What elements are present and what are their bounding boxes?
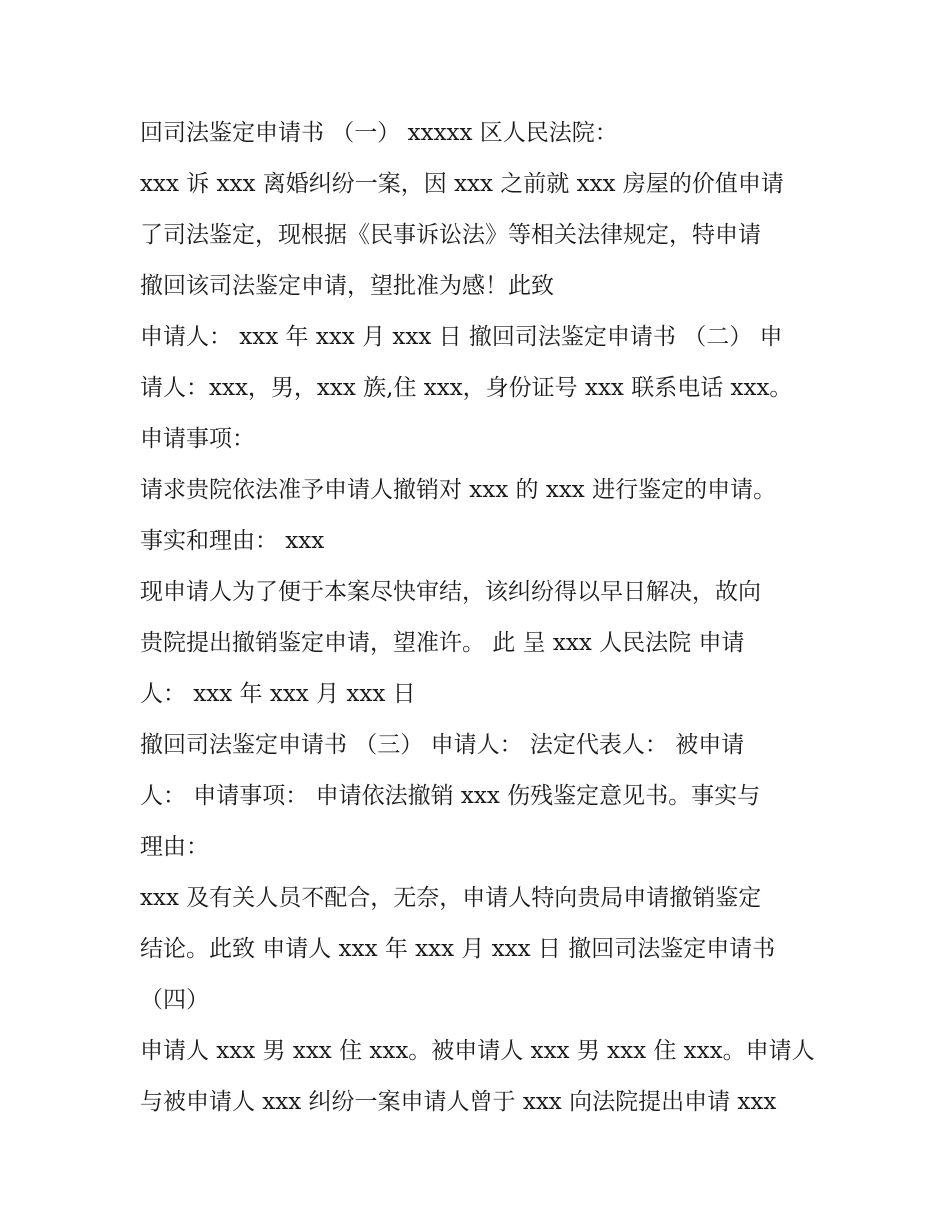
document-line: 理由：	[140, 834, 209, 860]
document-line: 申请事项：	[140, 426, 255, 452]
document-body	[140, 108, 820, 1128]
document-line: 申请人： xxx 年 xxx 月 xxx 日 撤回司法鉴定申请书 （二） 申	[140, 324, 783, 350]
document-line: 人： xxx 年 xxx 月 xxx 日	[140, 681, 416, 707]
document-line: 请人：xxx，男，xxx 族,住 xxx，身份证号 xxx 联系电话 xxx。	[140, 375, 793, 401]
document-line: 申请人 xxx 男 xxx 住 xxx。被申请人 xxx 男 xxx 住 xxx。申请人	[140, 1038, 815, 1064]
document-line: xxx 诉 xxx 离婚纠纷一案，因 xxx 之前就 xxx 房屋的价值申请	[140, 171, 784, 197]
document-line: 贵院提出撤销鉴定申请，望准许。 此 呈 xxx 人民法院 申请	[140, 630, 745, 656]
document-line: 了司法鉴定，现根据《民事诉讼法》等相关法律规定，特申请	[140, 222, 761, 248]
document-line: （四）	[140, 987, 209, 1013]
document-line: 现申请人为了便于本案尽快审结，该纠纷得以早日解决，故向	[140, 579, 761, 605]
document-line: 请求贵院依法准予申请人撤销对 xxx 的 xxx 进行鉴定的申请。	[140, 477, 777, 503]
document-line: 撤回该司法鉴定申请，望批准为感！此致	[140, 273, 554, 299]
document-line: 结论。此致 申请人 xxx 年 xxx 月 xxx 日 撤回司法鉴定申请书	[140, 936, 776, 962]
document-line: 撤回司法鉴定申请书 （三） 申请人： 法定代表人： 被申请	[140, 732, 745, 758]
document-line: 事实和理由： xxx	[140, 528, 325, 554]
document-line: xxx 及有关人员不配合，无奈，申请人特向贵局申请撤销鉴定	[140, 885, 762, 911]
document-line: 回司法鉴定申请书 （一） xxxxx 区人民法院：	[140, 120, 618, 146]
document-line: 与被申请人 xxx 纠纷一案申请人曾于 xxx 向法院提出申请 xxx	[140, 1089, 777, 1115]
document-line: 人： 申请事项： 申请依法撤销 xxx 伤残鉴定意见书。事实与	[140, 783, 761, 809]
